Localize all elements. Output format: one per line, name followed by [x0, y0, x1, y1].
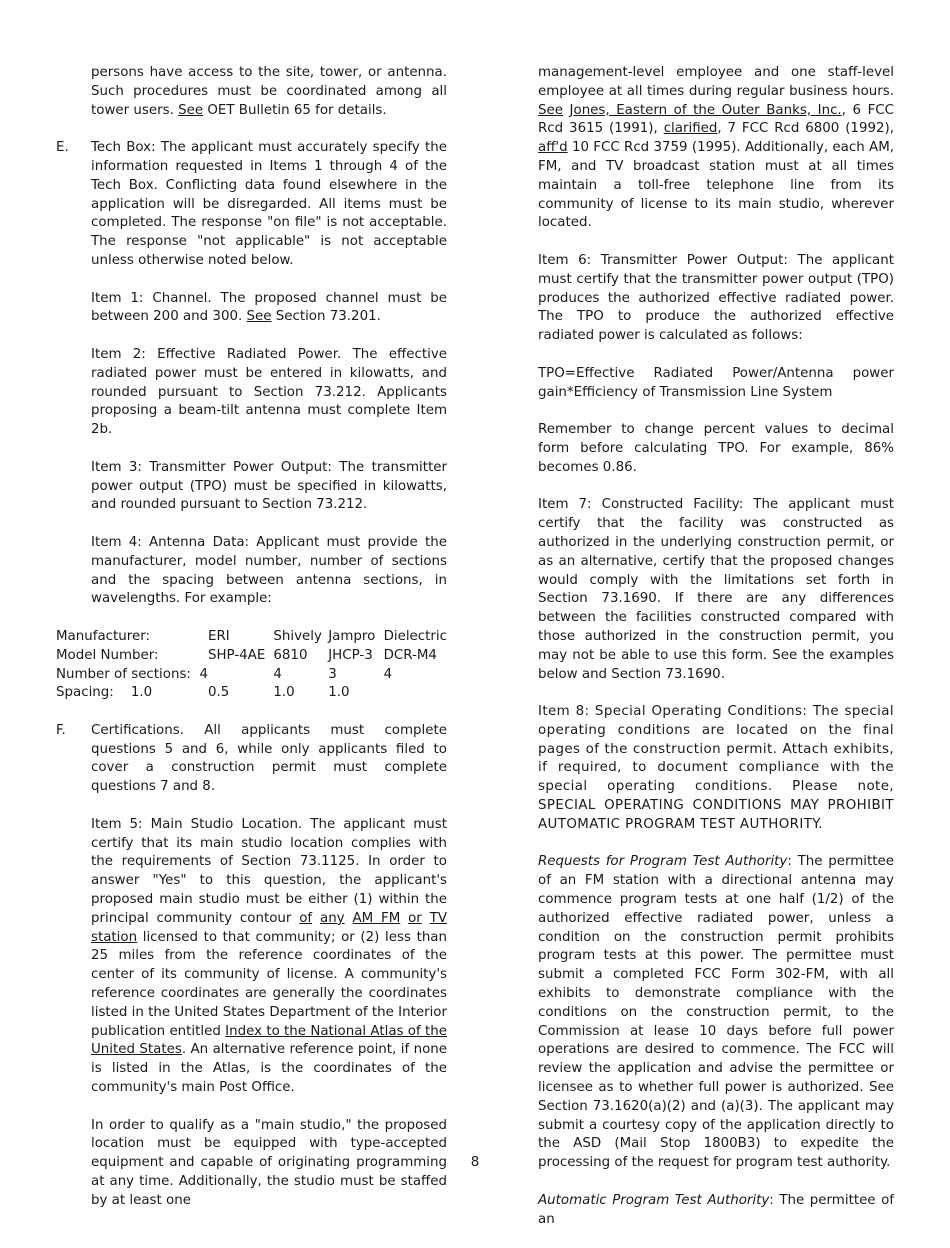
table-cell: JHCP-3: [328, 647, 373, 663]
table-cell: Spacing: 1.0: [56, 685, 153, 701]
table-cell: 4: [273, 666, 282, 682]
percent-note: Remember to change percent values to decimal form before calculating TPO. For example, 86% becomes 0.86.: [538, 422, 894, 475]
item-2-erp: Item 2: Effective Radiated Power. The effective radiated power must be entered in kilowatts, and rounded pursuant to Section 73.212. Applicants proposing a beam-tilt antenna must complete Item 2b.: [91, 346, 447, 438]
table-cell: SHP-4AE: [207, 647, 266, 663]
table-cell: 6810: [273, 647, 308, 663]
see-reference: See: [538, 102, 563, 118]
table-cell: 1.0: [328, 685, 350, 701]
table-cell: 4: [383, 666, 393, 682]
item-1-channel: Item 1: Channel. The proposed channel must be between 200 and 300. See Section 73.201.: [91, 290, 447, 325]
table-cell: Dielectric: [383, 628, 447, 644]
antenna-example-table: [56, 628, 447, 703]
section-label-f: F.: [56, 722, 66, 738]
case-citation: Jones, Eastern of the Outer Banks, Inc.: [569, 102, 842, 118]
paragraph-tower-access: persons have access to the site, tower, or antenna. Such procedures must be coordinated among all tower users. See OET Bulletin 65 for details.: [91, 65, 447, 118]
table-cell: Manufacturer:: [56, 628, 150, 644]
see-reference: See: [246, 309, 272, 325]
automatic-title: Automatic Program Test Authority: [538, 1192, 770, 1208]
table-cell: 3: [328, 666, 337, 682]
item-7-constructed-facility: Item 7: Constructed Facility: The applicant must certify that the facility was constructed as authorized in the underlying construction permit, or as an alternative, certify that the proposed changes would comply with the limitations set forth in Section 73.1690. If there are any differences between the facilities constructed compared with those authorized in the construction permit, you may not be able to use this form. See the examples below and Section 73.1690.: [538, 497, 894, 682]
table-cell: Model Number:: [56, 647, 159, 663]
table-cell: ERI: [207, 628, 230, 644]
table-row: [56, 666, 447, 685]
page-number: 8: [470, 1155, 480, 1170]
item-5-main-studio-continued: In order to qualify as a "main studio," the proposed location must be equipped with type-accepted equipment and capable of originating programming at any time. Additionally, the studio must be staffed by at least one: [91, 1117, 447, 1208]
item-6-tpo: Item 6: Transmitter Power Output: The applicant must certify that the transmitter power output (TPO) produces the authorized effective radiated power. The TPO to produce the authorized effective radiated power is calculated as follows:: [538, 252, 894, 344]
table-row: [56, 647, 447, 666]
item-5-main-studio: Item 5: Main Studio Location. The applicant must certify that its main studio location complies with the requirements of Section 73.1125. In order to answer "Yes" to this question, the applicant's proposed main studio must be either (1) within the principal community contour of any AM FM or TV station licensed to that community; or (2) less than 25 miles from the reference coordinates of the center of its community of license. A community's reference coordinates are generally the coordinates listed in the United States Department of the Interior publication entitled Index to the National Atlas of the United States. An alternative reference point, if none is listed in the Atlas, is the coordinates of the community's main Post Office.: [91, 816, 447, 1096]
item-4-antenna-data: Item 4: Antenna Data: Applicant must provide the manufacturer, model number, number of sections and the spacing between antenna sections, in wavelengths. For example:: [91, 534, 447, 607]
tpo-formula: TPO=Effective Radiated Power/Antenna power gain*Efficiency of Transmission Line System: [538, 365, 894, 400]
table-row: [56, 628, 447, 647]
section-e-tech-box: E. Tech Box: The applicant must accurately specify the information requested in Items 1 through 4 of the Tech Box. Conflicting data found elsewhere in the application will be disregarded. All items must be completed. The response "on file" is not acceptable. The response "not applicable" is not acceptable unless otherwise noted below.: [56, 140, 447, 268]
table-cell: 0.5: [207, 685, 230, 701]
atlas-title: Index to the National Atlas of the United States: [91, 1023, 447, 1058]
left-column: [56, 64, 447, 1229]
table-row: [56, 684, 447, 703]
table-cell: DCR-M4: [383, 647, 437, 663]
see-reference: See: [178, 102, 204, 118]
table-cell: Shively: [273, 628, 322, 644]
table-cell: Number of sections: 4: [56, 666, 208, 682]
item-3-tpo: Item 3: Transmitter Power Output: The transmitter power output (TPO) must be specified in kilowatts, and rounded pursuant to Section 73.212.: [91, 459, 447, 513]
requests-program-test: Requests for Program Test Authority: The permittee of an FM station with a directional antenna may commence program tests at one half (1/2) of the authorized effective radiated power, unless a condition on the construction permit prohibits program tests at this power. The permittee must submit a completed FCC Form 302-FM, with all exhibits to demonstrate compliance with the conditions on the construction permit, to the Commission at lease 10 days before full power operations are desired to commence. The FCC will review the application and advise the permittee or licensee as to whether full power is authorized. See Section 73.1620(a)(2) and (a)(3). The applicant may submit a courtesy copy of the application directly to the ASD (Mail Stop 1800B3) to expedite the processing of the request for program test authority.: [538, 854, 894, 1171]
automatic-program-test: Automatic Program Test Authority: The permittee of an: [538, 1192, 894, 1227]
table-cell: Jampro: [328, 628, 376, 644]
paragraph-staffing: management-level employee and one staff-level employee at all times during regular business hours. See Jones, Eastern of the Outer Banks, Inc., 6 FCC Rcd 3615 (1991), clarified, 7 FCC Rcd 6800 (1992), aff'd 10 FCC Rcd 3759 (1995). Additionally, each AM, FM, and TV broadcast station must at all times maintain a toll-free telephone line from its community of license to its main studio, wherever located.: [538, 65, 894, 231]
right-column: [538, 64, 894, 1248]
requests-title: Requests for Program Test Authority: [538, 854, 788, 870]
table-cell: 1.0: [273, 685, 295, 701]
section-f-certifications: F. Certifications. All applicants must complete questions 5 and 6, while only applicants filed to cover a construction permit must complete questions 7 and 8.: [56, 722, 447, 795]
section-label-e: E.: [56, 140, 69, 156]
item-8-special-conditions: Item 8: Special Operating Conditions: The special operating conditions are located on the final pages of the construction permit. Attach exhibits, if required, to document compliance with the special operating conditions. Please note, SPECIAL OPERATING CONDITIONS MAY PROHIBIT AUTOMATIC PROGRAM TEST AUTHORITY.: [538, 704, 894, 832]
